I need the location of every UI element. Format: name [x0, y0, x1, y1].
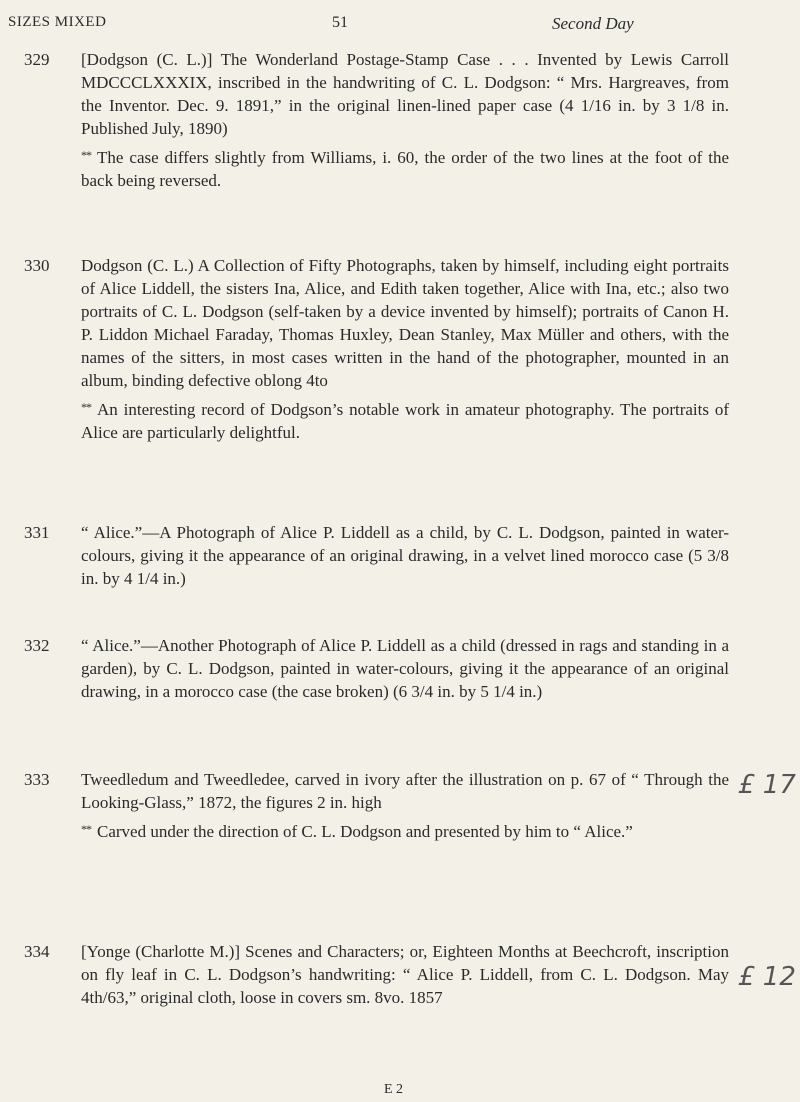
lot-number: 330: [24, 256, 50, 275]
lot-description: [81, 521, 729, 590]
page-number: 51: [332, 14, 348, 31]
lot-text: “ Alice.”—Another Photograph of Alice P. Liddell as a child (dressed in rags and standing in a garden), by C. L. Dodgson, painted in water-colours, giving it the appearance of an original drawing, in a morocco case (the case broken) (6 3/4 in. by 5 1/4 in.): [81, 636, 729, 701]
lot-text: [Dodgson (C. L.)] The Wonderland Postage-Stamp Case . . . Invented by Lewis Carroll MDCCCLXXXIX, inscribed in the handwriting of C. L. Dodgson: “ Mrs. Hargreaves, from the Inventor. Dec. 9. 1891,” in the original linen-lined paper case (4 1/16 in. by 3 1/8 in. Published July, 1890): [81, 50, 729, 138]
lot-description: [81, 768, 729, 843]
lot-description: [81, 254, 729, 444]
pencil-price-annotation: £ 12: [738, 962, 796, 992]
asterism-icon: **: [81, 148, 91, 162]
header-left: SIZES MIXED: [8, 14, 107, 30]
signature-mark: E 2: [384, 1082, 404, 1097]
lot-description: [81, 634, 729, 703]
header-right: Second Day: [552, 14, 634, 33]
lot-text: “ Alice.”—A Photograph of Alice P. Liddell as a child, by C. L. Dodgson, painted in water-colours, giving it the appearance of an original drawing, in a velvet lined morocco case (5 3/8 in. by 4 1/4 in.): [81, 523, 729, 588]
lot-text: Dodgson (C. L.) A Collection of Fifty Photographs, taken by himself, including eight portraits of Alice Liddell, the sisters Ina, Alice, and Edith taken together, Alice with Ina, etc.; also two portraits of C. L. Dodgson (self-taken by a device invented by himself); portraits of Canon H. P. Liddon Michael Faraday, Thomas Huxley, Dean Stanley, Max Müller and others, with the names of the sitters, in most cases written in the hand of the photographer, mounted in an album, binding defective oblong 4to: [81, 256, 729, 390]
lot-note: The case differs slightly from Williams, i. 60, the order of the two lines at the foot of the back being reversed.: [81, 148, 729, 190]
lot-description: [81, 940, 729, 1009]
lot-number: 332: [24, 636, 50, 655]
lot-note: An interesting record of Dodgson’s notable work in amateur photography. The portraits of Alice are particularly delightful.: [81, 400, 729, 442]
lot-number: 331: [24, 523, 50, 542]
asterism-icon: **: [81, 822, 91, 836]
asterism-icon: **: [81, 400, 91, 414]
lot-text: Tweedledum and Tweedledee, carved in ivory after the illustration on p. 67 of “ Through the Looking-Glass,” 1872, the figures 2 in. high: [81, 770, 729, 812]
lot-number: 333: [24, 770, 50, 789]
pencil-price-annotation: £ 17: [738, 770, 796, 800]
lot-text: [Yonge (Charlotte M.)] Scenes and Characters; or, Eighteen Months at Beechcroft, inscription on fly leaf in C. L. Dodgson’s handwriting: “ Alice P. Liddell, from C. L. Dodgson. May 4th/63,” original cloth, loose in covers sm. 8vo. 1857: [81, 942, 729, 1007]
lot-number: 334: [24, 942, 50, 961]
lot-note: Carved under the direction of C. L. Dodgson and presented by him to “ Alice.”: [97, 822, 633, 841]
lot-description: [81, 48, 729, 192]
page-header: [0, 14, 800, 36]
lot-number: 329: [24, 50, 50, 69]
